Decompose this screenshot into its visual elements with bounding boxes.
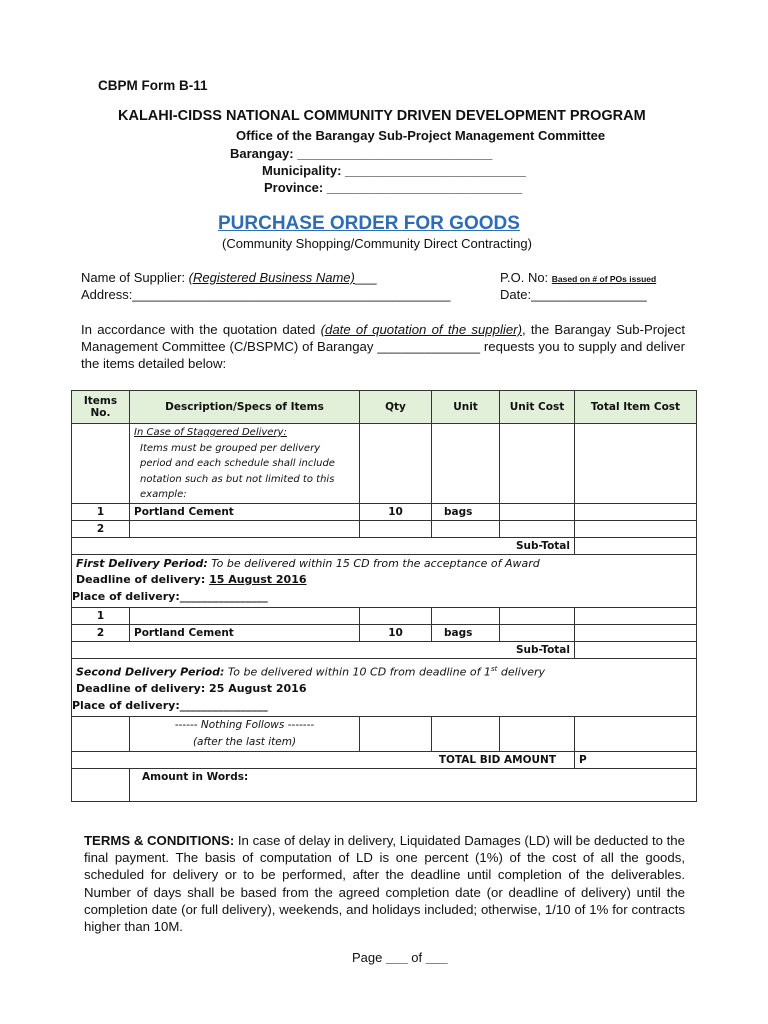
supplier-name-row: [81, 270, 377, 285]
subtotal-value[interactable]: [575, 537, 697, 554]
first-period-label: First Delivery Period:: [76, 556, 208, 570]
item-no: 2: [72, 520, 130, 537]
first-delivery-row: [72, 554, 697, 608]
terms-text: In case of delay in delivery, Liquidated Damages (LD) will be deducted to the final payment. The basis of computation of LD is one percent (1%) of the cost of all the goods, scheduled for delivery or to be performed, after the deadline until completion of the deliverables. Number of days shall be based from the agreed completion date (or deadline of delivery) until the completion date (or full delivery), weekends, and holidays included; otherwise, 1/10 of 1% for contracts higher than 10M.: [84, 833, 685, 935]
page-of: of: [407, 950, 426, 965]
note-no-cell: [72, 424, 130, 504]
page-blank-current[interactable]: ___: [385, 950, 408, 965]
note-total-cell: [575, 424, 697, 504]
place-label: Place of delivery:: [72, 698, 180, 712]
item-no: 1: [72, 608, 130, 625]
po-number-label: P.O. No:: [500, 270, 552, 285]
subtotal-label: Sub-Total: [72, 537, 575, 554]
note-row: [72, 424, 697, 504]
barangay-field[interactable]: Barangay: ___________________________: [230, 146, 493, 161]
note-unit-cost-cell: [500, 424, 575, 504]
nf-qty-cell: [360, 717, 432, 752]
subtotal-row: [72, 642, 697, 659]
item-unit[interactable]: [432, 520, 500, 537]
first-delivery-cell: [72, 554, 697, 608]
nf-no-cell: [72, 717, 130, 752]
nf-total-cell: [575, 717, 697, 752]
amount-in-words-field[interactable]: Amount in Words:: [130, 769, 697, 802]
address-field[interactable]: Address:____________________________________________: [81, 287, 451, 302]
supplier-name-tail: ___: [354, 270, 377, 285]
po-number-row: [500, 270, 656, 285]
item-unit-cost[interactable]: [500, 520, 575, 537]
second-delivery-row: [72, 659, 697, 717]
item-total-cost[interactable]: [575, 608, 697, 625]
item-qty[interactable]: 10: [360, 503, 432, 520]
table-header-row: [72, 391, 697, 424]
quotation-date-value: (date of quotation of the supplier): [320, 322, 522, 337]
intro-paragraph: [81, 321, 685, 373]
nothing-follows-cell: [130, 717, 360, 752]
item-total-cost[interactable]: [575, 503, 697, 520]
amount-words-row: [72, 769, 697, 802]
document-title: PURCHASE ORDER FOR GOODS: [218, 213, 520, 234]
second-place: [72, 698, 692, 715]
note-unit-cell: [432, 424, 500, 504]
first-period-text: To be delivered within 15 CD from the acceptance of Award: [207, 556, 540, 570]
po-number-value[interactable]: Based on # of POs issued: [551, 274, 657, 284]
item-total-cost[interactable]: [575, 625, 697, 642]
after-last-text: (after the last item): [192, 736, 297, 749]
subtotal-row: [72, 537, 697, 554]
nothing-follows-text: ------ Nothing Follows -------: [174, 719, 315, 732]
note-title: In Case of Staggered Delivery:: [134, 427, 287, 438]
table-row: [72, 625, 697, 642]
total-bid-value[interactable]: P: [575, 752, 697, 769]
header-total-cost: Total Item Cost: [575, 391, 697, 424]
subtotal-label: Sub-Total: [72, 642, 575, 659]
item-qty[interactable]: 10: [360, 625, 432, 642]
place-label: Place of delivery:: [72, 589, 180, 603]
item-description[interactable]: [130, 608, 360, 625]
second-delivery-cell: [72, 659, 697, 717]
total-bid-label: TOTAL BID AMOUNT: [72, 752, 575, 769]
item-unit-cost[interactable]: [500, 608, 575, 625]
supplier-name-label: Name of Supplier:: [81, 270, 189, 285]
intro-text-1: In accordance with the quotation dated: [81, 322, 321, 337]
date-field[interactable]: Date:________________: [500, 287, 647, 302]
terms-label: TERMS & CONDITIONS:: [84, 833, 235, 848]
page-number: [352, 950, 447, 965]
item-description[interactable]: [130, 520, 360, 537]
supplier-name-value[interactable]: (Registered Business Name): [188, 270, 355, 285]
first-place: [72, 589, 692, 606]
second-period-text: To be delivered within 10 CD from deadline of 1: [224, 665, 491, 679]
header-description: Description/Specs of Items: [130, 391, 360, 424]
second-period-label: Second Delivery Period:: [76, 665, 225, 679]
item-unit[interactable]: [432, 608, 500, 625]
item-unit[interactable]: bags: [432, 503, 500, 520]
item-no: 1: [72, 503, 130, 520]
nf-unit-cell: [432, 717, 500, 752]
item-description[interactable]: Portland Cement: [130, 625, 360, 642]
first-deadline-value: 15 August 2016: [209, 573, 307, 586]
form-code: CBPM Form B-11: [98, 78, 208, 93]
intro-text-2: , the Barangay Sub-Project Management Committee (C/BSPMC) of Barangay ______________ requests you to supply and deliver the items detailed below:: [81, 322, 685, 372]
item-no: 2: [72, 625, 130, 642]
first-deadline: [76, 572, 692, 589]
page-label: Page: [352, 950, 386, 965]
subtotal-value[interactable]: [575, 642, 697, 659]
item-qty[interactable]: [360, 520, 432, 537]
item-total-cost[interactable]: [575, 520, 697, 537]
page-blank-total[interactable]: ___: [425, 950, 448, 965]
header-unit: Unit: [432, 391, 500, 424]
second-deadline: Deadline of delivery: 25 August 2016: [76, 682, 307, 696]
table-row: [72, 503, 697, 520]
item-unit-cost[interactable]: [500, 625, 575, 642]
municipality-field[interactable]: Municipality: _________________________: [262, 163, 526, 178]
nothing-follows-row: [72, 717, 697, 752]
header-qty: Qty: [360, 391, 432, 424]
first-deadline-label: Deadline of delivery:: [76, 573, 210, 586]
note-cell: [130, 424, 360, 504]
note-body: Items must be grouped per delivery period and each schedule shall include notation such as but not limited to this example:: [140, 442, 335, 500]
item-unit[interactable]: bags: [432, 625, 500, 642]
province-field[interactable]: Province: ___________________________: [264, 180, 523, 195]
note-qty-cell: [360, 424, 432, 504]
item-description[interactable]: Portland Cement: [130, 503, 360, 520]
table-row: [72, 608, 697, 625]
program-name: KALAHI-CIDSS NATIONAL COMMUNITY DRIVEN DEVELOPMENT PROGRAM: [118, 108, 646, 124]
table-row: [72, 520, 697, 537]
item-qty[interactable]: [360, 608, 432, 625]
terms-conditions: [84, 832, 685, 935]
office-name: Office of the Barangay Sub-Project Management Committee: [236, 128, 606, 143]
item-unit-cost[interactable]: [500, 503, 575, 520]
second-period-end: delivery: [497, 665, 546, 679]
place-blank[interactable]: ________________: [179, 589, 268, 603]
first-delivery-period: [76, 556, 692, 573]
total-bid-row: [72, 752, 697, 769]
place-blank[interactable]: ________________: [179, 698, 268, 712]
second-delivery-period: [76, 661, 692, 681]
header-unit-cost: Unit Cost: [500, 391, 575, 424]
second-period-sup: st: [490, 665, 498, 673]
items-table: [71, 390, 697, 802]
aw-no-cell: [72, 769, 130, 802]
nf-unit-cost-cell: [500, 717, 575, 752]
document-subtitle: (Community Shopping/Community Direct Contracting): [222, 236, 532, 251]
header-items-no: Items No.: [72, 391, 130, 424]
